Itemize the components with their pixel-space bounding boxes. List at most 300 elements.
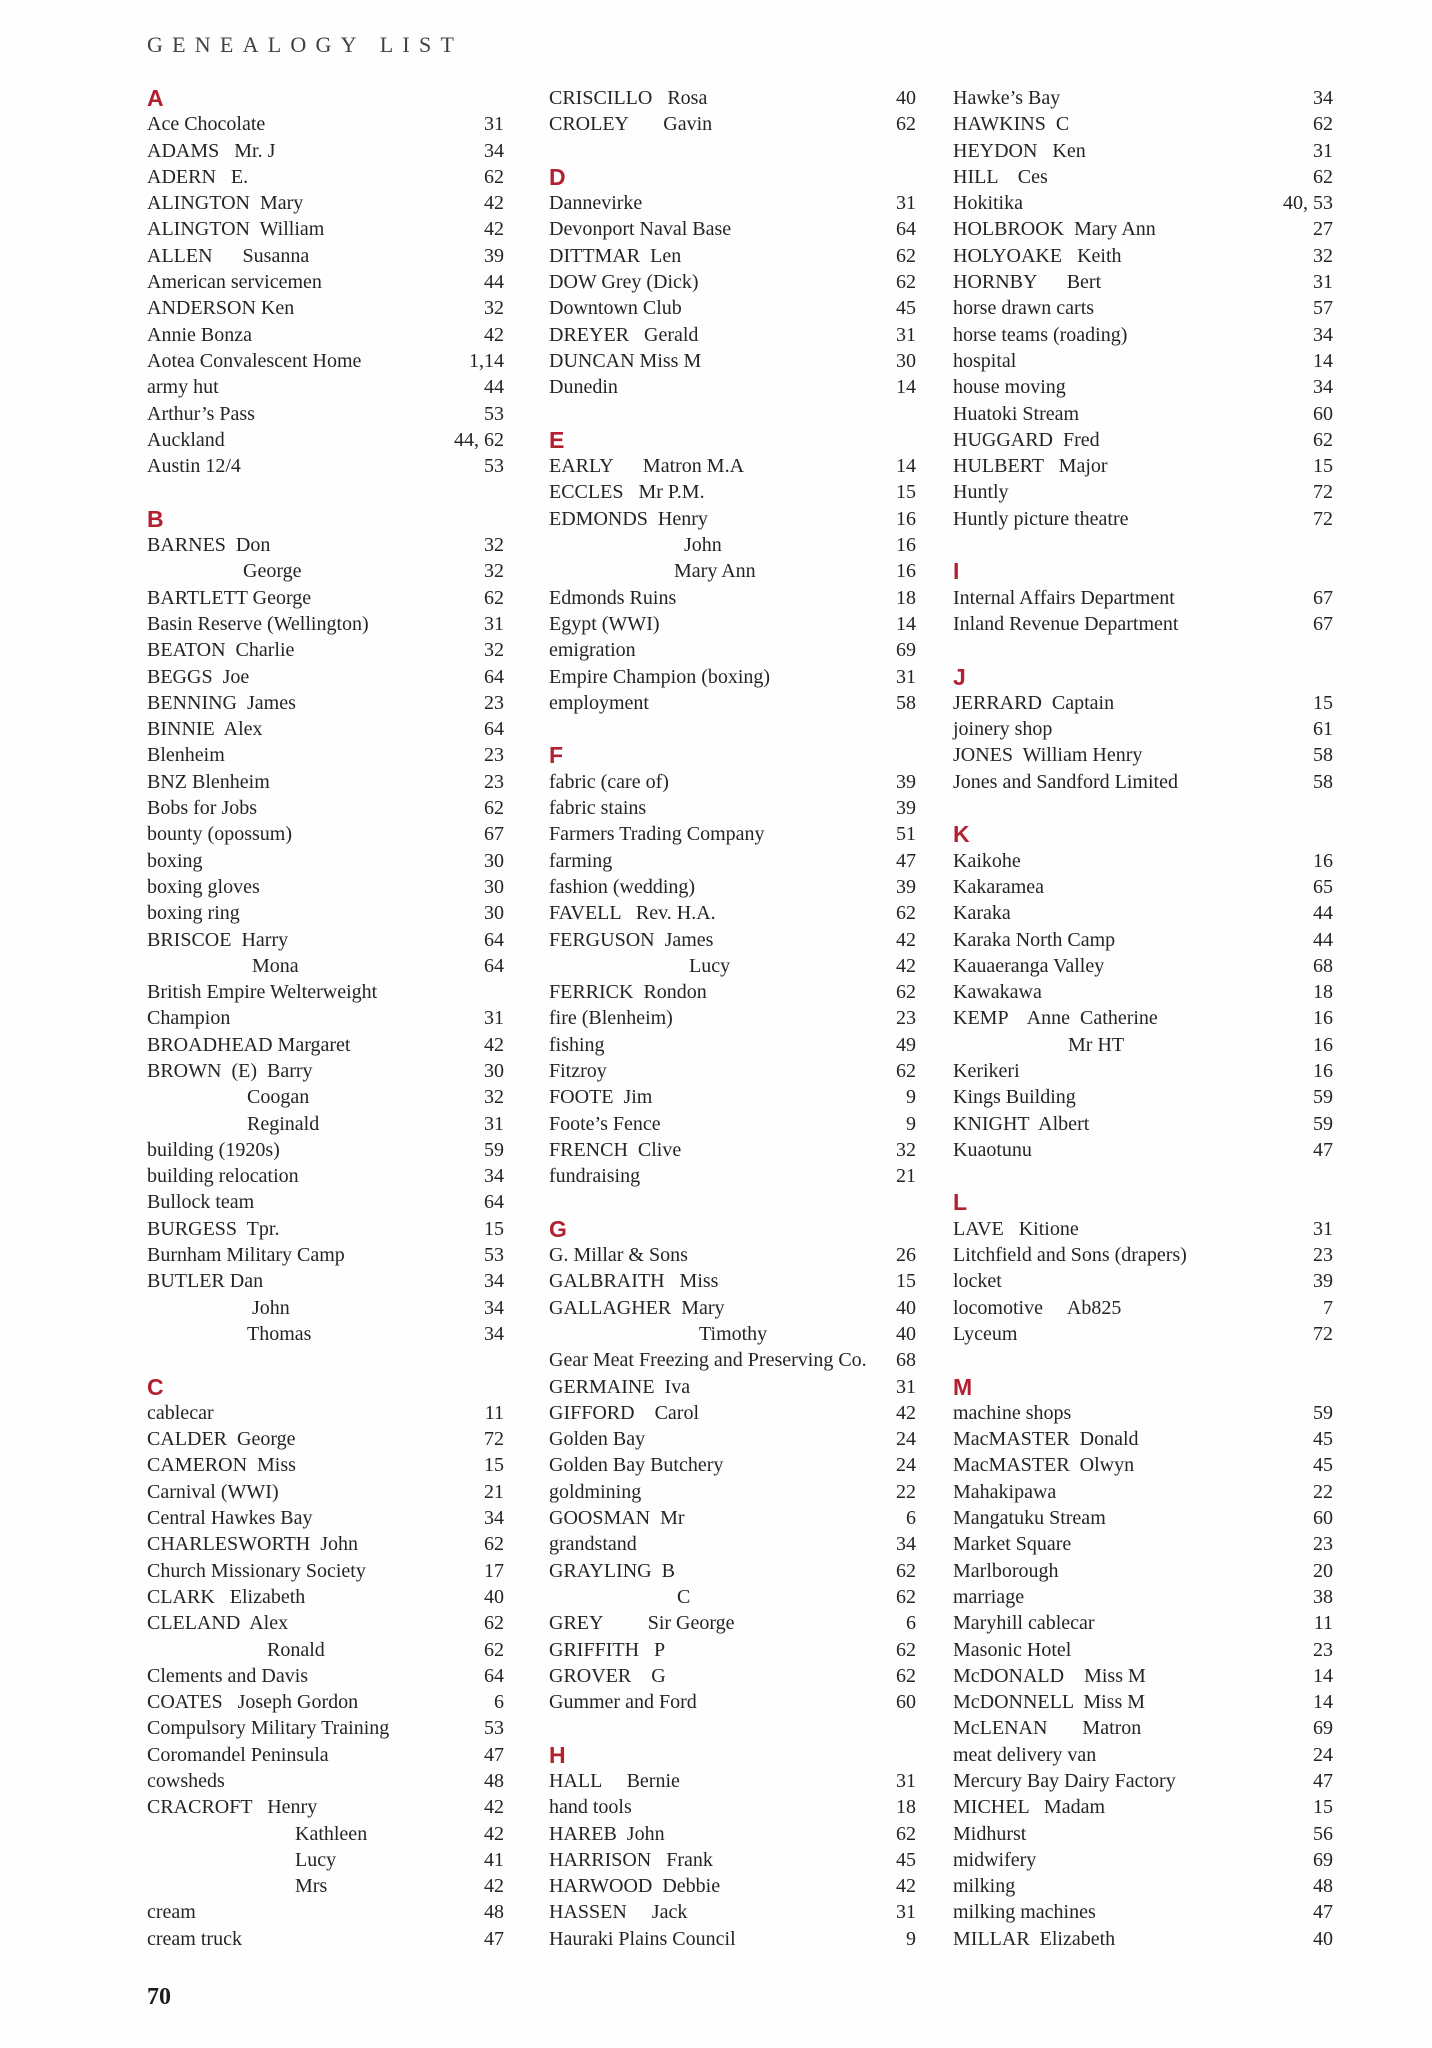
entry-page-number: 62 xyxy=(1313,113,1333,136)
entry-label: GOOSMAN Mr xyxy=(549,1507,685,1530)
index-entry xyxy=(147,1821,504,1847)
entry-page-number: 68 xyxy=(896,1349,916,1372)
entry-page-number: 39 xyxy=(1313,1270,1333,1293)
entry-label: Kauaeranga Valley xyxy=(953,954,1105,977)
entry-label: BUTLER Dan xyxy=(147,1270,264,1293)
index-entry xyxy=(549,1689,916,1715)
entry-page-number: 62 xyxy=(484,165,504,188)
index-entry xyxy=(953,1321,1333,1347)
entry-page-number: 64 xyxy=(484,928,504,951)
section-letter: D xyxy=(549,163,566,190)
index-entry xyxy=(549,664,916,690)
index-entry xyxy=(147,1084,504,1110)
entry-label: Karaka North Camp xyxy=(953,928,1116,951)
entry-page-number: 65 xyxy=(1313,875,1333,898)
index-entry xyxy=(549,85,916,111)
index-entry xyxy=(147,1268,504,1294)
entry-label: CRISCILLO Rosa xyxy=(549,87,708,109)
entry-label: locket xyxy=(953,1270,1002,1293)
index-entry xyxy=(147,164,504,190)
entry-label: British Empire Welterweight xyxy=(147,981,378,1004)
entry-label: BEGGS Joe xyxy=(147,665,250,688)
index-entry xyxy=(147,1663,504,1689)
entry-label: HILL Ces xyxy=(953,165,1048,188)
index-entry xyxy=(147,1873,504,1899)
entry-page-number: 62 xyxy=(1313,165,1333,188)
entry-page-number: 23 xyxy=(484,691,504,714)
entry-label: CLARK Elizabeth xyxy=(147,1585,306,1608)
index-entry xyxy=(147,1111,504,1137)
entry-label: Reginald xyxy=(247,1112,320,1135)
entry-page-number: 48 xyxy=(1313,1875,1333,1898)
entry-label: BRISCOE Harry xyxy=(147,928,289,951)
entry-page-number: 62 xyxy=(484,797,504,820)
entry-label: CAMERON Miss xyxy=(147,1454,296,1477)
entry-label: Mrs xyxy=(295,1875,328,1898)
index-column-3 xyxy=(953,85,1333,1952)
entry-label: Blenheim xyxy=(147,744,225,767)
entry-page-number: 30 xyxy=(484,1059,504,1082)
entry-page-number: 1,14 xyxy=(469,349,504,372)
entry-page-number: 16 xyxy=(896,534,916,557)
entry-label: milking xyxy=(953,1875,1016,1898)
entry-label: CLELAND Alex xyxy=(147,1612,289,1635)
entry-page-number: 62 xyxy=(484,1612,504,1635)
index-entry xyxy=(147,1715,504,1741)
section-A xyxy=(147,85,504,479)
index-entry xyxy=(147,821,504,847)
entry-page-number: 39 xyxy=(896,875,916,898)
entry-page-number: 72 xyxy=(1313,507,1333,530)
index-entry xyxy=(549,1058,916,1084)
entry-page-number: 9 xyxy=(906,1086,916,1109)
entry-label: Mona xyxy=(252,954,299,977)
entry-label: Huntly xyxy=(953,481,1009,504)
entry-page-number: 48 xyxy=(484,1770,504,1792)
index-entry xyxy=(549,821,916,847)
entry-label: Arthur’s Pass xyxy=(147,402,255,425)
entry-page-number: 53 xyxy=(484,455,504,478)
page-number: 70 xyxy=(147,1984,171,2010)
entry-page-number: 59 xyxy=(1313,1086,1333,1109)
entry-label: ALINGTON Mary xyxy=(147,192,304,215)
entry-page-number: 57 xyxy=(1313,297,1333,320)
entry-page-number: 14 xyxy=(1313,1664,1333,1687)
entry-label: GREY Sir George xyxy=(549,1612,735,1635)
entry-label: BINNIE Alex xyxy=(147,718,263,741)
entry-label: fabric stains xyxy=(549,797,647,820)
entry-page-number: 38 xyxy=(1313,1585,1333,1608)
entry-label: Kings Building xyxy=(953,1086,1076,1109)
index-entry xyxy=(147,1742,504,1768)
entry-page-number: 23 xyxy=(896,1007,916,1030)
entry-label: Mary Ann xyxy=(674,560,756,583)
entry-page-number: 42 xyxy=(484,218,504,241)
entry-label: employment xyxy=(549,691,649,714)
entry-label: BROWN (E) Barry xyxy=(147,1059,313,1082)
index-entry xyxy=(953,1873,1333,1899)
index-entry xyxy=(147,295,504,321)
entry-label: Champion xyxy=(147,1007,231,1030)
index-entry xyxy=(549,1794,916,1820)
section-F xyxy=(549,742,916,1189)
entry-page-number: 15 xyxy=(896,1270,916,1293)
entry-label: FERRICK Rondon xyxy=(549,981,707,1004)
entry-page-number: 64 xyxy=(484,665,504,688)
entry-page-number: 53 xyxy=(484,1717,504,1740)
entry-page-number: 67 xyxy=(1313,612,1333,635)
entry-label: Gear Meat Freezing and Preserving Co. xyxy=(549,1349,867,1372)
index-entry xyxy=(953,1899,1333,1925)
entry-page-number: 23 xyxy=(484,770,504,793)
entry-label: HAWKINS C xyxy=(953,113,1070,136)
entry-page-number: 7 xyxy=(1323,1296,1333,1319)
entry-page-number: 32 xyxy=(484,1086,504,1109)
index-entry xyxy=(549,1163,916,1189)
entry-page-number: 44, 62 xyxy=(454,428,504,451)
index-entry xyxy=(953,111,1333,137)
entry-page-number: 16 xyxy=(896,507,916,530)
section-letter: M xyxy=(953,1373,973,1400)
index-entry xyxy=(953,190,1333,216)
entry-page-number: 62 xyxy=(1313,428,1333,451)
entry-label: hospital xyxy=(953,349,1017,372)
entry-page-number: 45 xyxy=(1313,1428,1333,1451)
entry-label: milking machines xyxy=(953,1901,1096,1924)
entry-label: EDMONDS Henry xyxy=(549,507,708,530)
entry-label: goldmining xyxy=(549,1480,642,1503)
entry-label: Market Square xyxy=(953,1533,1072,1556)
entry-label: building (1920s) xyxy=(147,1138,280,1161)
index-entry xyxy=(549,1321,916,1347)
entry-label: cowsheds xyxy=(147,1770,225,1792)
index-entry xyxy=(147,532,504,558)
entry-page-number: 39 xyxy=(896,797,916,820)
entry-page-number: 15 xyxy=(896,481,916,504)
index-entry xyxy=(147,401,504,427)
index-entry xyxy=(953,85,1333,111)
index-entry xyxy=(549,216,916,242)
index-entry xyxy=(549,769,916,795)
entry-page-number: 42 xyxy=(484,192,504,215)
entry-page-number: 31 xyxy=(484,113,504,136)
entry-page-number: 34 xyxy=(1313,376,1333,399)
entry-label: DITTMAR Len xyxy=(549,244,682,267)
index-entry xyxy=(147,1610,504,1636)
section-letter: K xyxy=(953,821,970,848)
entry-label: Dannevirke xyxy=(549,192,643,215)
entry-label: Basin Reserve (Wellington) xyxy=(147,612,369,635)
section-B xyxy=(147,506,504,1348)
entry-label: Mercury Bay Dairy Factory xyxy=(953,1770,1176,1792)
entry-label: KNIGHT Albert xyxy=(953,1112,1090,1135)
entry-page-number: 60 xyxy=(1313,402,1333,425)
index-entry xyxy=(549,979,916,1005)
index-entry xyxy=(549,269,916,295)
index-entry xyxy=(953,1821,1333,1847)
entry-label: CHARLESWORTH John xyxy=(147,1533,359,1556)
entry-page-number: 64 xyxy=(484,1191,504,1214)
index-entry xyxy=(549,1242,916,1268)
entry-label: Jones and Sandford Limited xyxy=(953,770,1178,793)
index-entry xyxy=(549,848,916,874)
entry-label: Fitzroy xyxy=(549,1059,607,1082)
entry-label: JONES William Henry xyxy=(953,744,1143,767)
entry-page-number: 6 xyxy=(906,1507,916,1530)
entry-label: Maryhill cablecar xyxy=(953,1612,1095,1635)
index-column-1 xyxy=(147,85,504,1952)
section-letter: E xyxy=(549,426,565,453)
entry-label: Timothy xyxy=(699,1322,768,1345)
entry-page-number: 42 xyxy=(484,323,504,346)
entry-label: house moving xyxy=(953,376,1066,399)
entry-label: Kakaramea xyxy=(953,875,1045,898)
entry-page-number: 27 xyxy=(1313,218,1333,241)
index-entry xyxy=(953,848,1333,874)
entry-label: BNZ Blenheim xyxy=(147,770,270,793)
index-entry xyxy=(549,243,916,269)
entry-page-number: 44 xyxy=(484,271,504,294)
entry-label: G. Millar & Sons xyxy=(549,1244,688,1267)
index-entry xyxy=(953,243,1333,269)
entry-label: HASSEN Jack xyxy=(549,1901,688,1924)
index-entry xyxy=(953,690,1333,716)
entry-page-number: 67 xyxy=(484,823,504,846)
index-entry xyxy=(549,1005,916,1031)
index-entry xyxy=(953,1084,1333,1110)
entry-page-number: 32 xyxy=(484,560,504,583)
entry-page-number: 42 xyxy=(896,1875,916,1898)
entry-page-number: 32 xyxy=(484,534,504,557)
entry-page-number: 34 xyxy=(484,1322,504,1345)
entry-page-number: 45 xyxy=(896,297,916,320)
entry-page-number: 18 xyxy=(896,1796,916,1819)
index-entry xyxy=(549,1426,916,1452)
entry-page-number: 61 xyxy=(1313,718,1333,741)
entry-label: Downtown Club xyxy=(549,297,682,320)
index-entry xyxy=(147,1400,504,1426)
entry-page-number: 53 xyxy=(484,1244,504,1267)
index-entry xyxy=(147,1216,504,1242)
index-entry xyxy=(147,111,504,137)
entry-page-number: 14 xyxy=(1313,349,1333,372)
entry-label: EARLY Matron M.A xyxy=(549,455,745,478)
entry-label: HOLBROOK Mary Ann xyxy=(953,218,1156,241)
entry-page-number: 11 xyxy=(484,1401,504,1424)
entry-page-number: 42 xyxy=(896,954,916,977)
entry-label: MILLAR Elizabeth xyxy=(953,1927,1116,1950)
index-entry xyxy=(953,1558,1333,1584)
entry-label: midwifery xyxy=(953,1848,1037,1871)
entry-label: horse teams (roading) xyxy=(953,323,1128,346)
entry-label: American servicemen xyxy=(147,271,322,294)
entry-label: Ace Chocolate xyxy=(147,113,266,136)
entry-page-number: 21 xyxy=(484,1480,504,1503)
entry-page-number: 15 xyxy=(1313,1796,1333,1819)
entry-label: FOOTE Jim xyxy=(549,1086,653,1109)
index-entry xyxy=(147,1637,504,1663)
section-letter: G xyxy=(549,1215,567,1242)
entry-page-number: 16 xyxy=(1313,1059,1333,1082)
index-entry xyxy=(953,1847,1333,1873)
entry-page-number: 23 xyxy=(1313,1638,1333,1661)
entry-label: BENNING James xyxy=(147,691,296,714)
entry-label: GROVER G xyxy=(549,1664,666,1687)
entry-page-number: 39 xyxy=(896,770,916,793)
entry-page-number: 26 xyxy=(896,1244,916,1267)
index-entry xyxy=(953,874,1333,900)
entry-page-number: 60 xyxy=(1313,1507,1333,1530)
entry-page-number: 58 xyxy=(1313,744,1333,767)
index-entry xyxy=(147,1163,504,1189)
entry-page-number: 16 xyxy=(1313,1007,1333,1030)
entry-label: farming xyxy=(549,849,613,872)
entry-label: boxing gloves xyxy=(147,875,260,898)
entry-label: fashion (wedding) xyxy=(549,875,696,898)
index-entry xyxy=(147,427,504,453)
entry-page-number: 24 xyxy=(896,1428,916,1451)
entry-page-number: 47 xyxy=(896,849,916,872)
entry-label: Lucy xyxy=(689,954,731,977)
entry-label: GIFFORD Carol xyxy=(549,1401,700,1424)
entry-label: Coogan xyxy=(247,1086,310,1109)
entry-page-number: 31 xyxy=(484,612,504,635)
index-entry xyxy=(147,1768,504,1794)
index-entry xyxy=(953,453,1333,479)
entry-page-number: 59 xyxy=(1313,1401,1333,1424)
index-entry xyxy=(953,1584,1333,1610)
entry-page-number: 39 xyxy=(484,244,504,267)
entry-label: Marlborough xyxy=(953,1559,1059,1582)
entry-page-number: 14 xyxy=(896,612,916,635)
entry-page-number: 64 xyxy=(484,718,504,741)
entry-page-number: 60 xyxy=(896,1691,916,1714)
entry-page-number: 15 xyxy=(484,1454,504,1477)
index-columns xyxy=(147,85,1333,1952)
index-entry xyxy=(549,1821,916,1847)
entry-label: Huntly picture theatre xyxy=(953,507,1129,530)
index-entry xyxy=(953,1663,1333,1689)
entry-page-number: 24 xyxy=(896,1454,916,1477)
entry-label: Annie Bonza xyxy=(147,323,252,346)
index-entry xyxy=(549,1452,916,1478)
index-entry xyxy=(549,690,916,716)
index-entry xyxy=(953,479,1333,505)
entry-page-number: 42 xyxy=(484,1875,504,1898)
entry-label: HOLYOAKE Keith xyxy=(953,244,1122,267)
entry-page-number: 47 xyxy=(1313,1901,1333,1924)
entry-page-number: 32 xyxy=(896,1138,916,1161)
entry-label: MacMASTER Donald xyxy=(953,1428,1139,1451)
entry-page-number: 69 xyxy=(896,639,916,662)
entry-label: HAREB John xyxy=(549,1822,665,1845)
index-entry xyxy=(953,1610,1333,1636)
entry-page-number: 31 xyxy=(1313,1217,1333,1240)
index-entry xyxy=(147,1505,504,1531)
entry-label: Internal Affairs Department xyxy=(953,586,1175,609)
index-entry xyxy=(549,1479,916,1505)
index-entry xyxy=(953,742,1333,768)
entry-label: BARNES Don xyxy=(147,534,271,557)
entry-page-number: 34 xyxy=(484,139,504,162)
index-entry xyxy=(953,427,1333,453)
section-H xyxy=(549,1742,916,1952)
running-header: GENEALOGY LIST xyxy=(147,32,464,57)
index-entry xyxy=(953,953,1333,979)
entry-label: KEMP Anne Catherine xyxy=(953,1007,1158,1030)
entry-page-number: 30 xyxy=(484,875,504,898)
entry-page-number: 22 xyxy=(896,1480,916,1503)
entry-label: building relocation xyxy=(147,1165,299,1188)
entry-page-number: 23 xyxy=(1313,1533,1333,1556)
entry-label: cablecar xyxy=(147,1401,214,1424)
section-E xyxy=(549,427,916,716)
index-entry xyxy=(147,1584,504,1610)
entry-label: GRIFFITH P xyxy=(549,1638,666,1661)
entry-label: MacMASTER Olwyn xyxy=(953,1454,1135,1477)
entry-label: fire (Blenheim) xyxy=(549,1007,673,1030)
entry-label: BROADHEAD Margaret xyxy=(147,1033,351,1056)
section-J xyxy=(953,664,1333,795)
section-letter: B xyxy=(147,505,164,532)
index-entry xyxy=(549,874,916,900)
index-entry xyxy=(549,1873,916,1899)
entry-label: Masonic Hotel xyxy=(953,1638,1072,1661)
index-entry xyxy=(953,1742,1333,1768)
index-entry xyxy=(953,348,1333,374)
entry-label: DOW Grey (Dick) xyxy=(549,271,699,294)
index-entry xyxy=(549,1926,916,1952)
index-entry xyxy=(549,953,916,979)
index-entry xyxy=(147,769,504,795)
index-entry xyxy=(953,1268,1333,1294)
index-entry xyxy=(147,1058,504,1084)
entry-page-number: 62 xyxy=(484,1638,504,1661)
entry-label: DUNCAN Miss M xyxy=(549,349,702,372)
entry-page-number: 45 xyxy=(1313,1454,1333,1477)
index-entry xyxy=(147,611,504,637)
entry-page-number: 44 xyxy=(1313,928,1333,951)
entry-page-number: 16 xyxy=(1313,1033,1333,1056)
index-entry xyxy=(549,1347,916,1373)
entry-page-number: 31 xyxy=(896,1901,916,1924)
index-entry xyxy=(147,1689,504,1715)
entry-page-number: 16 xyxy=(896,560,916,583)
index-entry xyxy=(147,1558,504,1584)
entry-label: Hauraki Plains Council xyxy=(549,1927,736,1950)
index-entry xyxy=(147,848,504,874)
entry-page-number: 31 xyxy=(1313,271,1333,294)
entry-page-number: 34 xyxy=(1313,323,1333,346)
entry-page-number: 40 xyxy=(1313,1927,1333,1950)
entry-page-number: 62 xyxy=(484,586,504,609)
entry-label: ECCLES Mr P.M. xyxy=(549,481,705,504)
index-entry xyxy=(147,795,504,821)
entry-page-number: 40 xyxy=(484,1585,504,1608)
entry-label: GRAYLING B xyxy=(549,1559,675,1582)
entry-label: Mangatuku Stream xyxy=(953,1507,1106,1530)
entry-page-number: 69 xyxy=(1313,1717,1333,1740)
index-entry xyxy=(953,1689,1333,1715)
entry-page-number: 62 xyxy=(896,1585,916,1608)
index-entry xyxy=(953,216,1333,242)
entry-label: Hawke’s Bay xyxy=(953,87,1061,109)
entry-page-number: 15 xyxy=(1313,455,1333,478)
entry-page-number: 30 xyxy=(896,349,916,372)
index-entry xyxy=(953,269,1333,295)
entry-page-number: 31 xyxy=(896,323,916,346)
entry-label: John xyxy=(684,534,722,557)
